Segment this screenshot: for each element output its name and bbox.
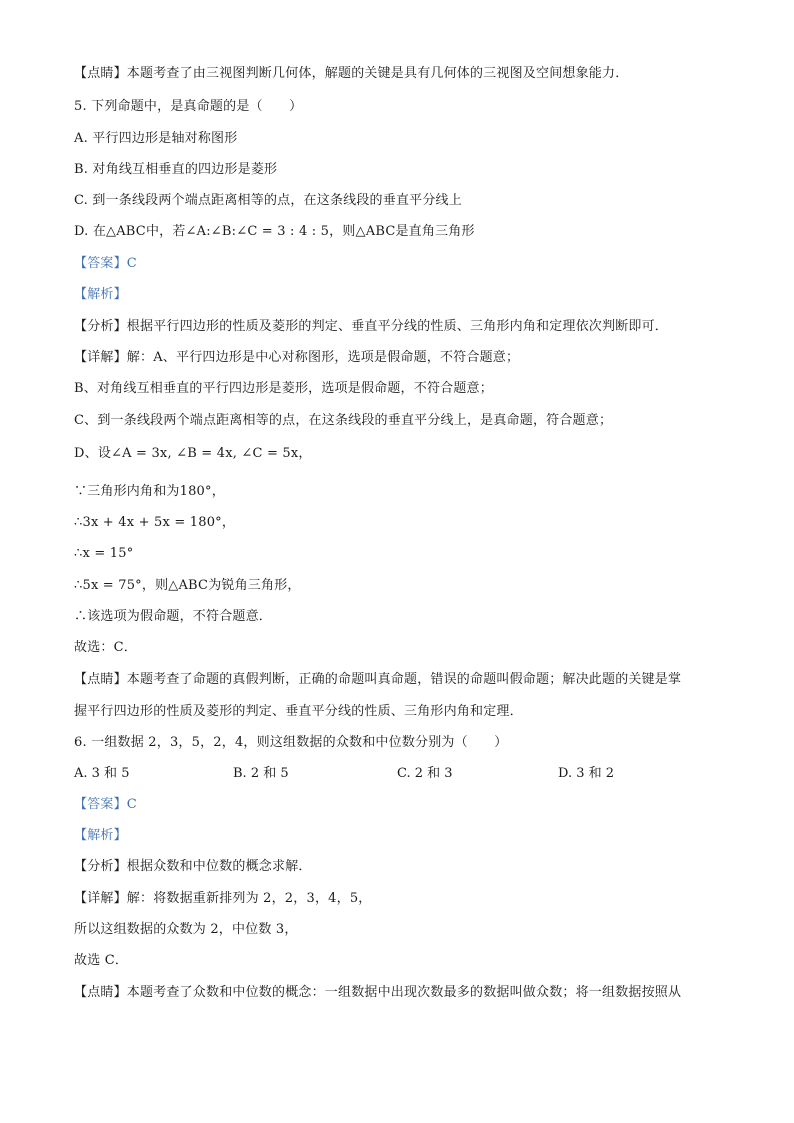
q6-analysis-heading: 【解析】 <box>74 828 127 843</box>
q6-option-b: B. 2 和 5 <box>233 766 289 781</box>
q5-step-3: ∴x = 15° <box>74 546 134 561</box>
q5-answer: 【答案】C <box>74 256 137 271</box>
q6-detail: 【详解】解：将数据重新排列为 2，2，3，4，5， <box>74 891 372 906</box>
q6-choice: 故选 C． <box>74 953 129 968</box>
q6-option-c: C. 2 和 3 <box>397 766 453 781</box>
note-q4: 【点睛】本题考查了由三视图判断几何体，解题的关键是具有几何体的三视图及空间想象能力． <box>74 66 629 81</box>
q5-step-1: ∵三角形内角和为180°， <box>74 484 225 499</box>
q5-option-c: C. 到一条线段两个端点距离相等的点，在这条线段的垂直平分线上 <box>74 193 462 208</box>
q6-analysis: 【分析】根据众数和中位数的概念求解． <box>74 859 312 874</box>
question-6: 6. 一组数据 2，3，5，2，4，则这组数据的众数和中位数分别为（ ） <box>74 735 508 750</box>
q5-choice: 故选：C． <box>74 640 137 655</box>
q5-note-line-1: 【点睛】本题考查了命题的真假判断，正确的命题叫真命题，错误的命题叫假命题；解决此题的关键是掌 <box>74 672 682 687</box>
q6-detail-2: 所以这组数据的众数为 2，中位数 3， <box>74 922 298 937</box>
q6-answer: 【答案】C <box>74 797 137 812</box>
q6-option-a: A. 3 和 5 <box>74 766 130 781</box>
q5-detail-d: D、设∠A = 3x, ∠B = 4x, ∠C = 5x， <box>74 446 312 461</box>
q5-option-d: D. 在△ABC中，若∠A:∠B:∠C = 3 : 4 : 5，则△ABC是直角三角形 <box>74 224 475 239</box>
question-5: 5. 下列命题中，是真命题的是（ ） <box>74 99 303 114</box>
q5-analysis-heading: 【解析】 <box>74 287 127 302</box>
q5-option-b: B. 对角线互相垂直的四边形是菱形 <box>74 162 278 177</box>
q5-option-a: A. 平行四边形是轴对称图形 <box>74 131 238 146</box>
q5-step-2: ∴3x + 4x + 5x = 180°， <box>74 515 236 530</box>
q5-detail-c: C、到一条线段两个端点距离相等的点，在这条线段的垂直平分线上，是真命题，符合题意； <box>74 413 613 428</box>
q5-step-5: ∴该选项为假命题，不符合题意． <box>74 609 273 624</box>
q5-step-4: ∴5x = 75°，则△ABC为锐角三角形， <box>74 578 301 593</box>
q6-option-d: D. 3 和 2 <box>558 766 615 781</box>
q5-note-line-2: 握平行四边形的性质及菱形的判定、垂直平分线的性质、三角形内角和定理． <box>74 704 523 719</box>
q5-analysis: 【分析】根据平行四边形的性质及菱形的判定、垂直平分线的性质、三角形内角和定理依次判断即可． <box>74 319 669 334</box>
q5-detail-a: 【详解】解：A、平行四边形是中心对称图形，选项是假命题，不符合题意； <box>74 350 520 365</box>
q5-detail-b: B、对角线互相垂直的平行四边形是菱形，选项是假命题，不符合题意； <box>74 381 493 396</box>
q6-note: 【点睛】本题考查了众数和中位数的概念：一组数据中出现次数最多的数据叫做众数；将一组数据按照从 <box>74 985 682 1000</box>
